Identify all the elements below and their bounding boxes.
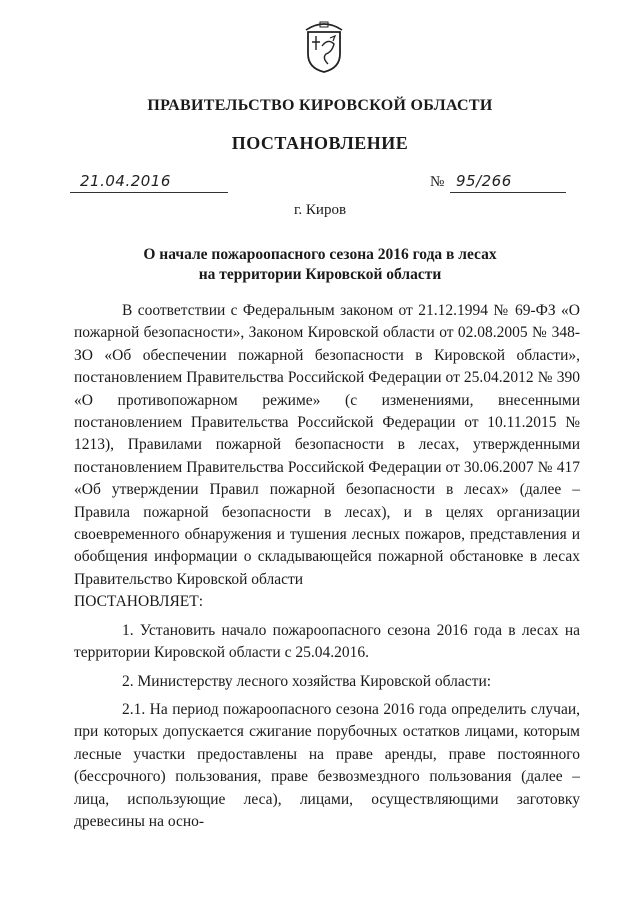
number-field (450, 172, 566, 193)
preamble-paragraph: В соответствии с Федеральным законом от 21.12.1994 № 69-ФЗ «О пожарной безопасности», Законом Кировской области от 02.08.2005 № 348-ЗО «Об обеспечении пожарной безопасности в Кировской области», постановлением Правительства Российской Федерации от 25.04.2012 № 390 «О противопожарном режиме» (с изменениями, внесенными постановлением Правительства Российской Федерации от 10.11.2015 № 1213), Правилами пожарной безопасности в лесах, утвержденными постановлением Правительства Российской Федерации от 30.06.2007 № 417 «Об утверждении Правил пожарной безопасности в лесах» (далее – Правила пожарной безопасности в лесах), и в целях организации своевременного обнаружения и тушения лесных пожаров, представления и обобщения информации о складывающейся пожарной обстановке в лесах Правительство Кировской области (74, 302, 580, 588)
subject-line-2: на территории Кировской области (198, 266, 442, 283)
subject-line-1: О начале пожароопасного сезона 2016 года в лесах (143, 246, 497, 263)
item-2-paragraph: 2. Министерству лесного хозяйства Кировской области: (122, 672, 492, 690)
document-body (74, 300, 580, 833)
document-date: 21.04.2016 (80, 172, 171, 190)
item-2-1-paragraph: 2.1. На период пожароопасного сезона 2016 года определить случаи, при которых допускается сжигание порубочных остатков лицами, которым лесные участки предоставлены на праве аренды, праве постоянного (бессрочного) пользования, праве безвозмездного пользования (далее – лица, использующие леса), лицами, осуществляющими заготовку древесины на осно- (74, 700, 580, 830)
number-label: № (430, 174, 445, 190)
organization-name: ПРАВИТЕЛЬСТВО КИРОВСКОЙ ОБЛАСТИ (147, 97, 493, 114)
document-number: 95/266 (456, 172, 512, 190)
item-1-paragraph: 1. Установить начало пожароопасного сезона 2016 года в лесах на территории Кировской области с 25.04.2016. (74, 621, 580, 662)
document-subject (120, 245, 520, 285)
resolves-heading: ПОСТАНОВЛЯЕТ: (74, 593, 204, 611)
date-field (70, 172, 228, 193)
document-type: ПОСТАНОВЛЕНИЕ (231, 133, 409, 153)
city: г. Киров (293, 202, 347, 218)
kirov-oblast-coat-of-arms-icon (302, 16, 346, 74)
